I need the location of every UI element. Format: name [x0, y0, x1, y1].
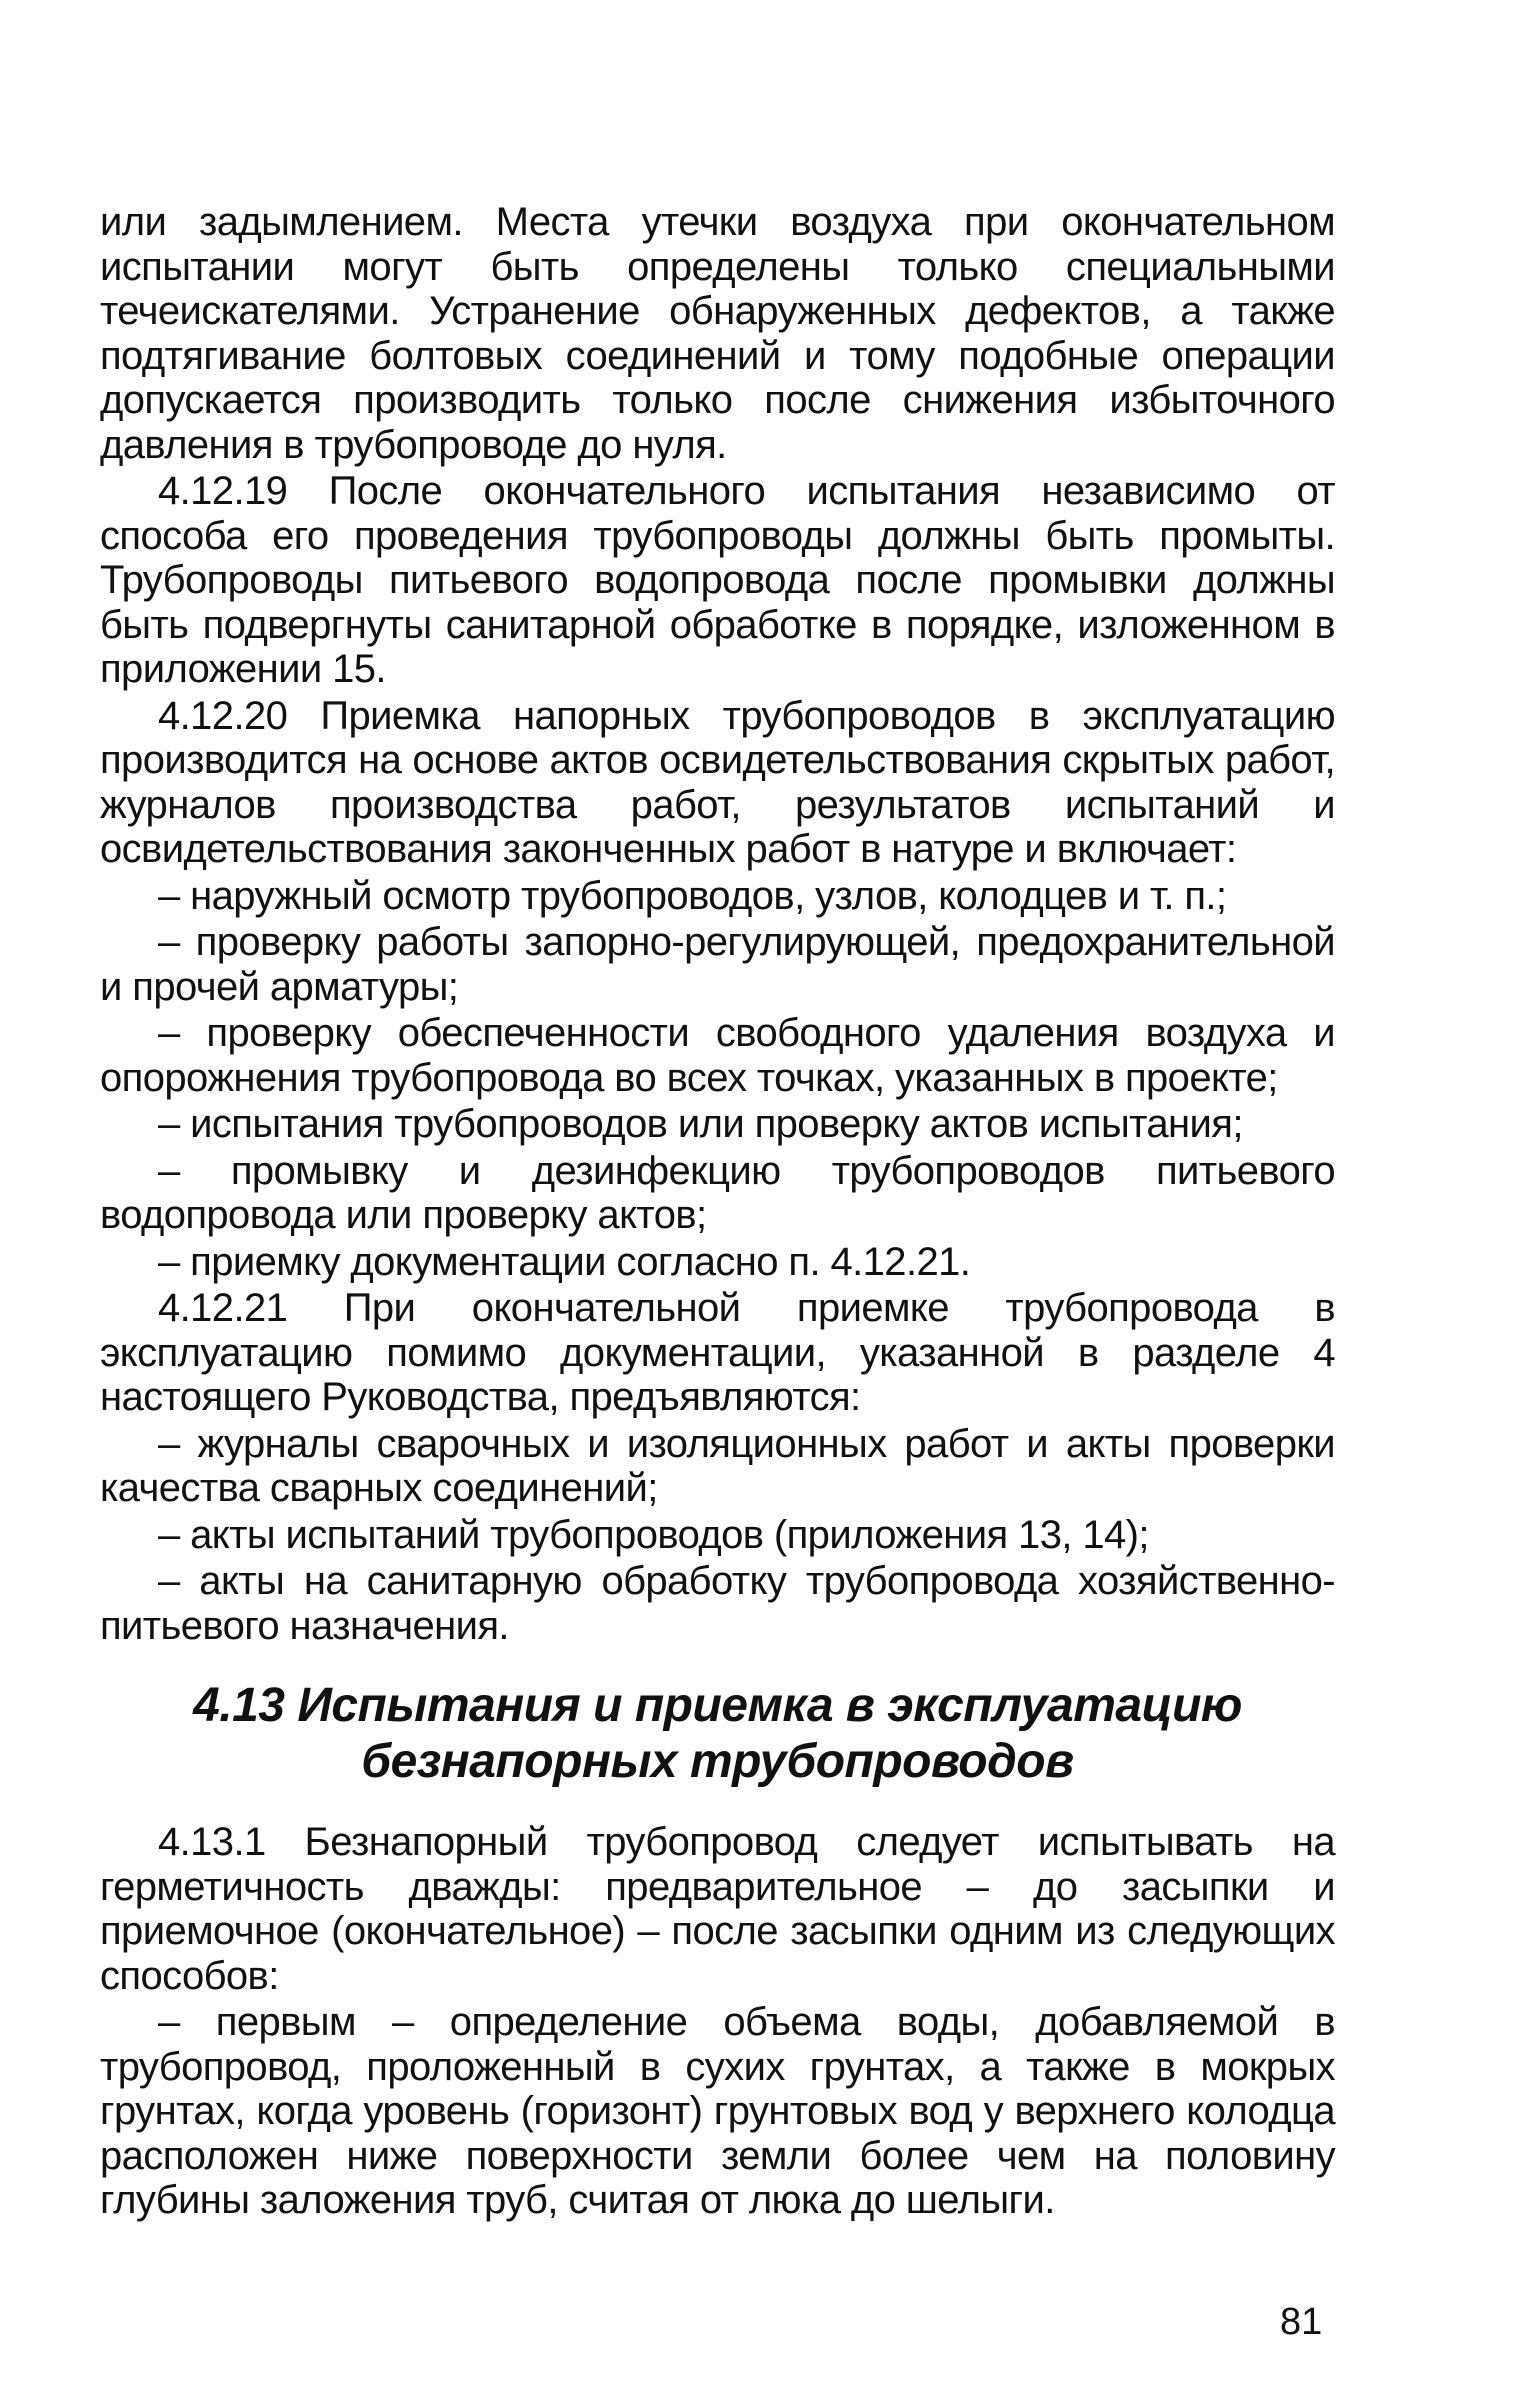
- list-item: – проверку работы запорно-регулирующей, предохранительной и прочей арматуры;: [100, 920, 1335, 1009]
- paragraphs-top: [100, 200, 1335, 1648]
- page-body: [100, 200, 1335, 2225]
- paragraph-p1: или задымлением. Места утечки воздуха при окончательном испытании могут быть определены только специальными течеискателями. Устранение обнаруженных дефектов, а также подтягивание болтовых соединений и тому подобные операции допускается производить только после снижения избыточного давления в трубопроводе до нуля.: [100, 200, 1335, 467]
- page-number: 81: [1280, 2301, 1323, 2343]
- section-heading-line-1: 4.13 Испытания и приемка в эксплуатацию: [193, 1679, 1242, 1732]
- paragraph-4-13-1: 4.13.1 Безнапорный трубопровод следует испытывать на герметичность дважды: предварительное – до засыпки и приемочное (окончательное) – после засыпки одним из следующих способов:: [100, 1820, 1335, 1998]
- list-item: – испытания трубопроводов или проверку актов испытания;: [158, 1102, 1243, 1146]
- list-item: – проверку обеспеченности свободного удаления воздуха и опорожнения трубопровода во всех точках, указанных в проекте;: [100, 1011, 1335, 1100]
- list-item: – акты на санитарную обработку трубопровода хозяйственно-питьевого назначения.: [100, 1559, 1335, 1648]
- paragraph-4-12-19: 4.12.19 После окончательного испытания независимо от способа его проведения трубопроводы должны быть промыты. Трубопроводы питьевого водопровода после промывки должны быть подвергнуты санитарной обработке в порядке, изложенном в приложении 15.: [100, 469, 1335, 691]
- list-item: – журналы сварочных и изоляционных работ и акты проверки качества сварных соединений;: [100, 1421, 1335, 1510]
- list-item: – акты испытаний трубопроводов (приложения 13, 14);: [158, 1512, 1149, 1557]
- list-item: – первым – определение объема воды, добавляемой в трубопровод, проложенный в сухих грунтах, а также в мокрых грунтах, когда уровень (горизонт) грунтовых вод у верхнего колодца расположен ниже поверхности земли более чем на половину глубины заложения труб, считая от люка до шелыги.: [100, 2000, 1335, 2222]
- section-heading-line-2: безнапорных трубопроводов: [361, 1735, 1074, 1788]
- section-heading: [100, 1678, 1335, 1790]
- paragraphs-bottom: [100, 1820, 1335, 2223]
- list-item: – промывку и дезинфекцию трубопроводов питьевого водопровода или проверку актов;: [100, 1148, 1335, 1237]
- list-item: – наружный осмотр трубопроводов, узлов, колодцев и т. п.;: [158, 873, 1227, 918]
- paragraph-4-12-21: 4.12.21 При окончательной приемке трубопровода в эксплуатацию помимо документации, указанной в разделе 4 настоящего Руководства, предъявляются:: [100, 1286, 1335, 1419]
- paragraph-4-12-20: 4.12.20 Приемка напорных трубопроводов в эксплуатацию производится на основе актов освидетельствования скрытых работ, журналов производства работ, результатов испытаний и освидетельствования законченных работ в натуре и включает:: [100, 693, 1335, 871]
- list-item: – приемку документации согласно п. 4.12.21.: [158, 1239, 971, 1284]
